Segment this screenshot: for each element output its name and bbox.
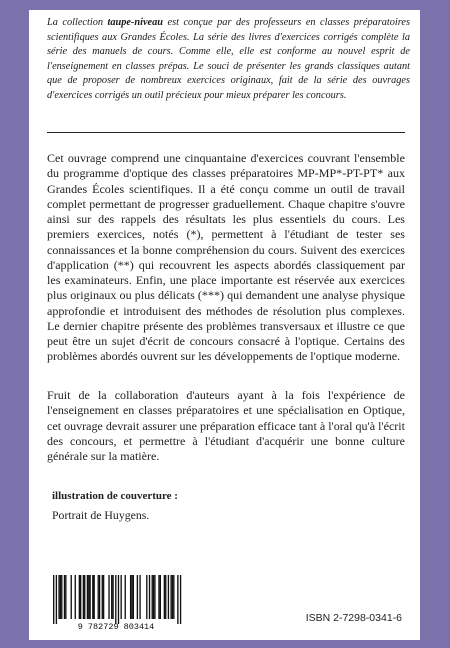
barcode-bar <box>61 575 62 619</box>
barcode-bar <box>56 575 57 624</box>
barcode-bar <box>103 575 104 619</box>
barcode-bar <box>170 575 171 619</box>
barcode-bar <box>154 575 155 619</box>
barcode-bar <box>173 575 174 619</box>
barcode-bar <box>94 575 95 619</box>
barcode-bar <box>80 575 81 619</box>
barcode-bar <box>84 575 85 619</box>
description-paragraph-1: Cet ouvrage comprend une cinquantaine d'exercices couvrant l'ensemble du programme d'optique des classes préparatoires MP-MP*-PT-PT* aux Grandes Écoles scientifiques. Il a été conçu comme un outil de travail complet permettant de progresser graduellement. Chaque chapitre s'ouvre ainsi sur des rappels des résultats les plus essentiels du cours. Les premiers exercices, notés (*), permettent à l'étudiant de tester ses connaissances et la bonne compréhension du cours. Suivent des exercices d'application (**) qui recouvrent les aspects abordés classiquement par les examinateurs. Enfin, une place importante est réservée aux exercices plus originaux ou plus délicats (***) qui demandent une analyse physique approfondie et introduisent des méthodes de résolution plus complexes. Le dernier chapitre présente des problèmes transversaux et illustre ce que peut être un sujet d'écrit de concours consacré à l'optique. Certains des problèmes abordés ouvrent sur les développements de l'optique moderne. <box>47 151 405 364</box>
barcode-bar <box>88 575 89 619</box>
barcode-bar <box>89 575 90 619</box>
description-paragraph-2: Fruit de la collaboration d'auteurs ayant à la fois l'expérience de l'enseignement en classes préparatoires et une spécialisation en Optique, cet ouvrage devrait assurer une préparation efficace tant à l'oral qu'à l'écrit des concours, et permettre à l'étudiant d'acquérir une bonne culture générale sur la matière. <box>47 388 405 463</box>
barcode-bar <box>133 575 134 619</box>
collection-intro <box>47 16 410 104</box>
barcode-bar <box>180 575 181 624</box>
barcode-bar <box>53 575 54 624</box>
barcode-bar <box>168 575 169 619</box>
back-cover-panel <box>29 10 420 640</box>
barcode-bar <box>121 575 122 619</box>
barcode-bar <box>83 575 84 619</box>
barcode-bar <box>118 575 119 624</box>
barcode-bar <box>58 575 59 619</box>
divider-rule <box>47 132 405 133</box>
barcode-bar <box>87 575 88 619</box>
barcode-bar <box>71 575 72 619</box>
barcode-digits: 9 782729 803414 <box>77 622 155 631</box>
barcode-bars <box>53 575 181 624</box>
barcode-bar <box>79 575 80 619</box>
barcode-bar <box>99 575 100 619</box>
barcode-bar <box>146 575 147 619</box>
barcode-bar <box>164 575 165 619</box>
illustration-label: illustration de couverture : <box>52 490 178 502</box>
barcode-bar <box>172 575 173 619</box>
barcode-bar <box>160 575 161 619</box>
barcode-bar <box>75 575 76 619</box>
barcode-bar <box>139 575 140 619</box>
collection-name: taupe-niveau <box>107 17 164 28</box>
barcode-bar <box>102 575 103 619</box>
barcode-bar <box>111 575 112 619</box>
barcode-bar <box>98 575 99 619</box>
illustration-value: Portrait de Huygens. <box>52 508 150 522</box>
barcode-bar <box>149 575 150 619</box>
barcode-bar <box>64 575 65 619</box>
barcode-bar <box>153 575 154 619</box>
barcode-bar <box>130 575 131 619</box>
isbn-number: ISBN 2-7298-0341-6 <box>305 612 402 624</box>
barcode-bar <box>137 575 138 619</box>
intro-rest: est conçue par des professeurs en classes préparatoires scientifiques aux Grandes Écoles. La série des livres d'exercices corrigés complète la série des manuels de cours. Comme elle, elle est conforme au nouvel esprit de l'enseignement en classes prépas. Le souci de présenter les grands classiques autant que de proposer de nombreux exercices originaux, fait de la série des ouvrages d'exercices corrigés un outil précieux pour mieux préparer les concours. <box>47 17 410 101</box>
barcode <box>41 573 191 631</box>
barcode-bar <box>165 575 166 619</box>
barcode-bar <box>92 575 93 619</box>
barcode-bar <box>65 575 66 619</box>
barcode-bar <box>60 575 61 619</box>
barcode-bar <box>112 575 113 619</box>
barcode-bar <box>115 575 116 624</box>
intro-prefix: La collection <box>47 17 108 28</box>
barcode-bar <box>158 575 159 619</box>
barcode-bar <box>131 575 132 619</box>
barcode-bar <box>177 575 178 624</box>
barcode-bar <box>108 575 109 619</box>
barcode-bar <box>152 575 153 619</box>
barcode-bar <box>125 575 126 619</box>
